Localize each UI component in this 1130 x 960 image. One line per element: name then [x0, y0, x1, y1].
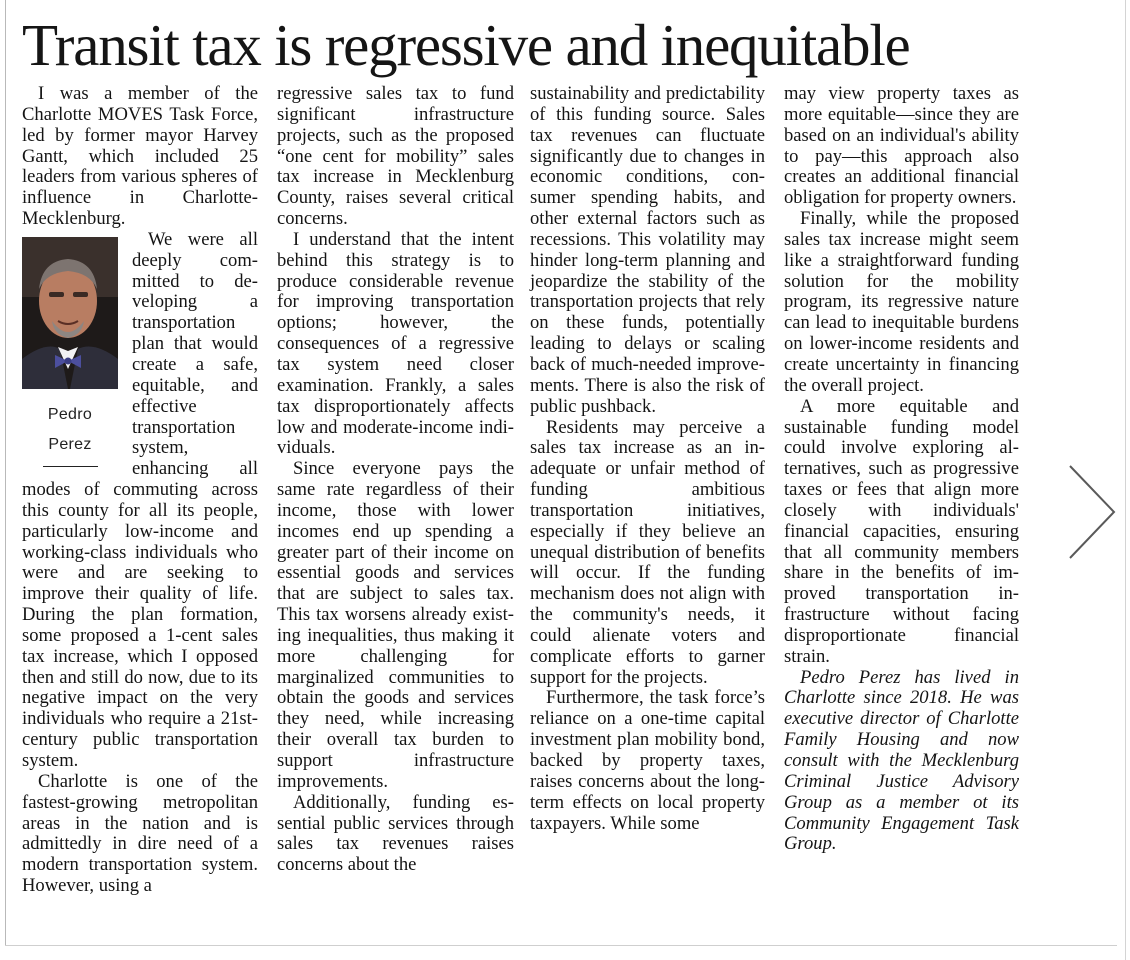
column-3	[530, 84, 765, 834]
paragraph-7: Residents may perceive a sales tax increase as an inadequate or unfair method of funding ambitious transportation initiatives, especially if they believe an unequal distribution of benefits will occur. If the funding mechanism does not align with the community's needs, it could alienate voters and complicate efforts to garner support for the projects.	[530, 416, 765, 688]
column-2	[277, 84, 514, 876]
paragraph-6-part-1: Additionally, funding essential public services through sales tax revenues raises concerns about the	[277, 791, 514, 876]
byline-first-name: Pedro	[47, 405, 93, 423]
page-border-left	[5, 0, 6, 945]
byline	[22, 400, 118, 460]
paragraph-6-part-2: sustainability and predictability of this funding source. Sales tax revenues can fluctuate significantly due to changes in economic conditions, consumer spending habits, and other external factors such as recessions. This volatility may hinder long-term planning and jeopardize the stability of the transportation projects that rely on these funds, potentially leading to delays or scaling back of much-needed improvements. There is also the risk of public pushback.	[530, 83, 765, 417]
paragraph-2: We were all deeply committed to developing a transportation plan that would create a safe, equitable, and effective transportation system, enhancing all modes of commuting across this county for all its people, particularly low-income and working-class individuals who were and are seeking to improve their quality of life. During the plan formation, some proposed a 1-cent sales tax increase, which I opposed then and still do now, due to its negative impact on the very individuals who require a 21st-century public transportation system.	[22, 228, 258, 771]
paragraph-8-part-2: may view property taxes as more equitable—since they are based on an individual's ability to pay—this approach also creates an additional financial obligation for property owners.	[784, 83, 1019, 209]
paragraph-5: Since everyone pays the same rate regardless of their income, those with lower incomes end up spending a greater part of their income on essential goods and services that are subject to sales tax. This tax worsens already existing inequalities, thus making it more challenging for marginalized communities to obtain the goods and services they need, while increasing their overall tax burden to support infrastructure improvements.	[277, 458, 514, 792]
chevron-right-icon[interactable]	[1064, 462, 1120, 562]
paragraph-10: A more equitable and sustainable funding model could involve exploring alternatives, such as progressive taxes or fees that align more closely with individuals' financial capacities, ensuring that all community members share in the benefits of improved transportation infrastructure without facing disproportionate financial strain.	[784, 395, 1019, 667]
column-1	[22, 84, 258, 897]
page-border-bottom	[5, 945, 1117, 946]
paragraph-3-part-1: Charlotte is one of the fastest-growing metropolitan areas in the nation and is admittedly in dire need of a modern transportation system. However, using a	[22, 770, 258, 897]
paragraph-3-part-2: regressive sales tax to fund significant infrastructure projects, such as the proposed “one cent for mobility” sales tax increase in Mecklenburg County, raises several critical concerns.	[277, 83, 514, 230]
byline-last-name: Perez	[48, 435, 92, 453]
author-photo-box	[22, 237, 125, 477]
page-border-right	[1125, 0, 1126, 960]
paragraph-9: Finally, while the proposed sales tax increase might seem like a straightforward funding solution for the mobility program, its regressive nature can lead to inequitable burdens on lower-income residents and create uncertainty in financing the overall project.	[784, 208, 1019, 396]
paragraph-8-part-1: Furthermore, the task force’s reliance on a one-time capital investment plan mobility bond, backed by property taxes, raises concerns about the long-term effects on local property taxpayers. While some	[530, 687, 765, 834]
column-4	[784, 84, 1019, 855]
byline-rule	[43, 466, 98, 468]
author-bio: Pedro Perez has lived in Charlotte since 2018. He was executive director of Charlotte Family Housing and now consult with the Mecklenburg Criminal Justice Advisory Group as a member ot its Community Engagement Task Group.	[784, 666, 1019, 855]
paragraph-1: I was a member of the Charlotte MOVES Task Force, led by former mayor Harvey Gantt, which included 25 leaders from various spheres of influence in Charlotte-Mecklenburg.	[22, 83, 258, 230]
headline: Transit tax is regressive and inequitable	[22, 12, 910, 78]
author-photo	[22, 237, 118, 389]
paragraph-4: I understand that the intent behind this strategy is to produce considerable revenue for improving transportation options; however, the consequences of a regressive tax system need closer examination. Frankly, a sales tax disproportionately affects low and moderate-income individuals.	[277, 228, 514, 459]
